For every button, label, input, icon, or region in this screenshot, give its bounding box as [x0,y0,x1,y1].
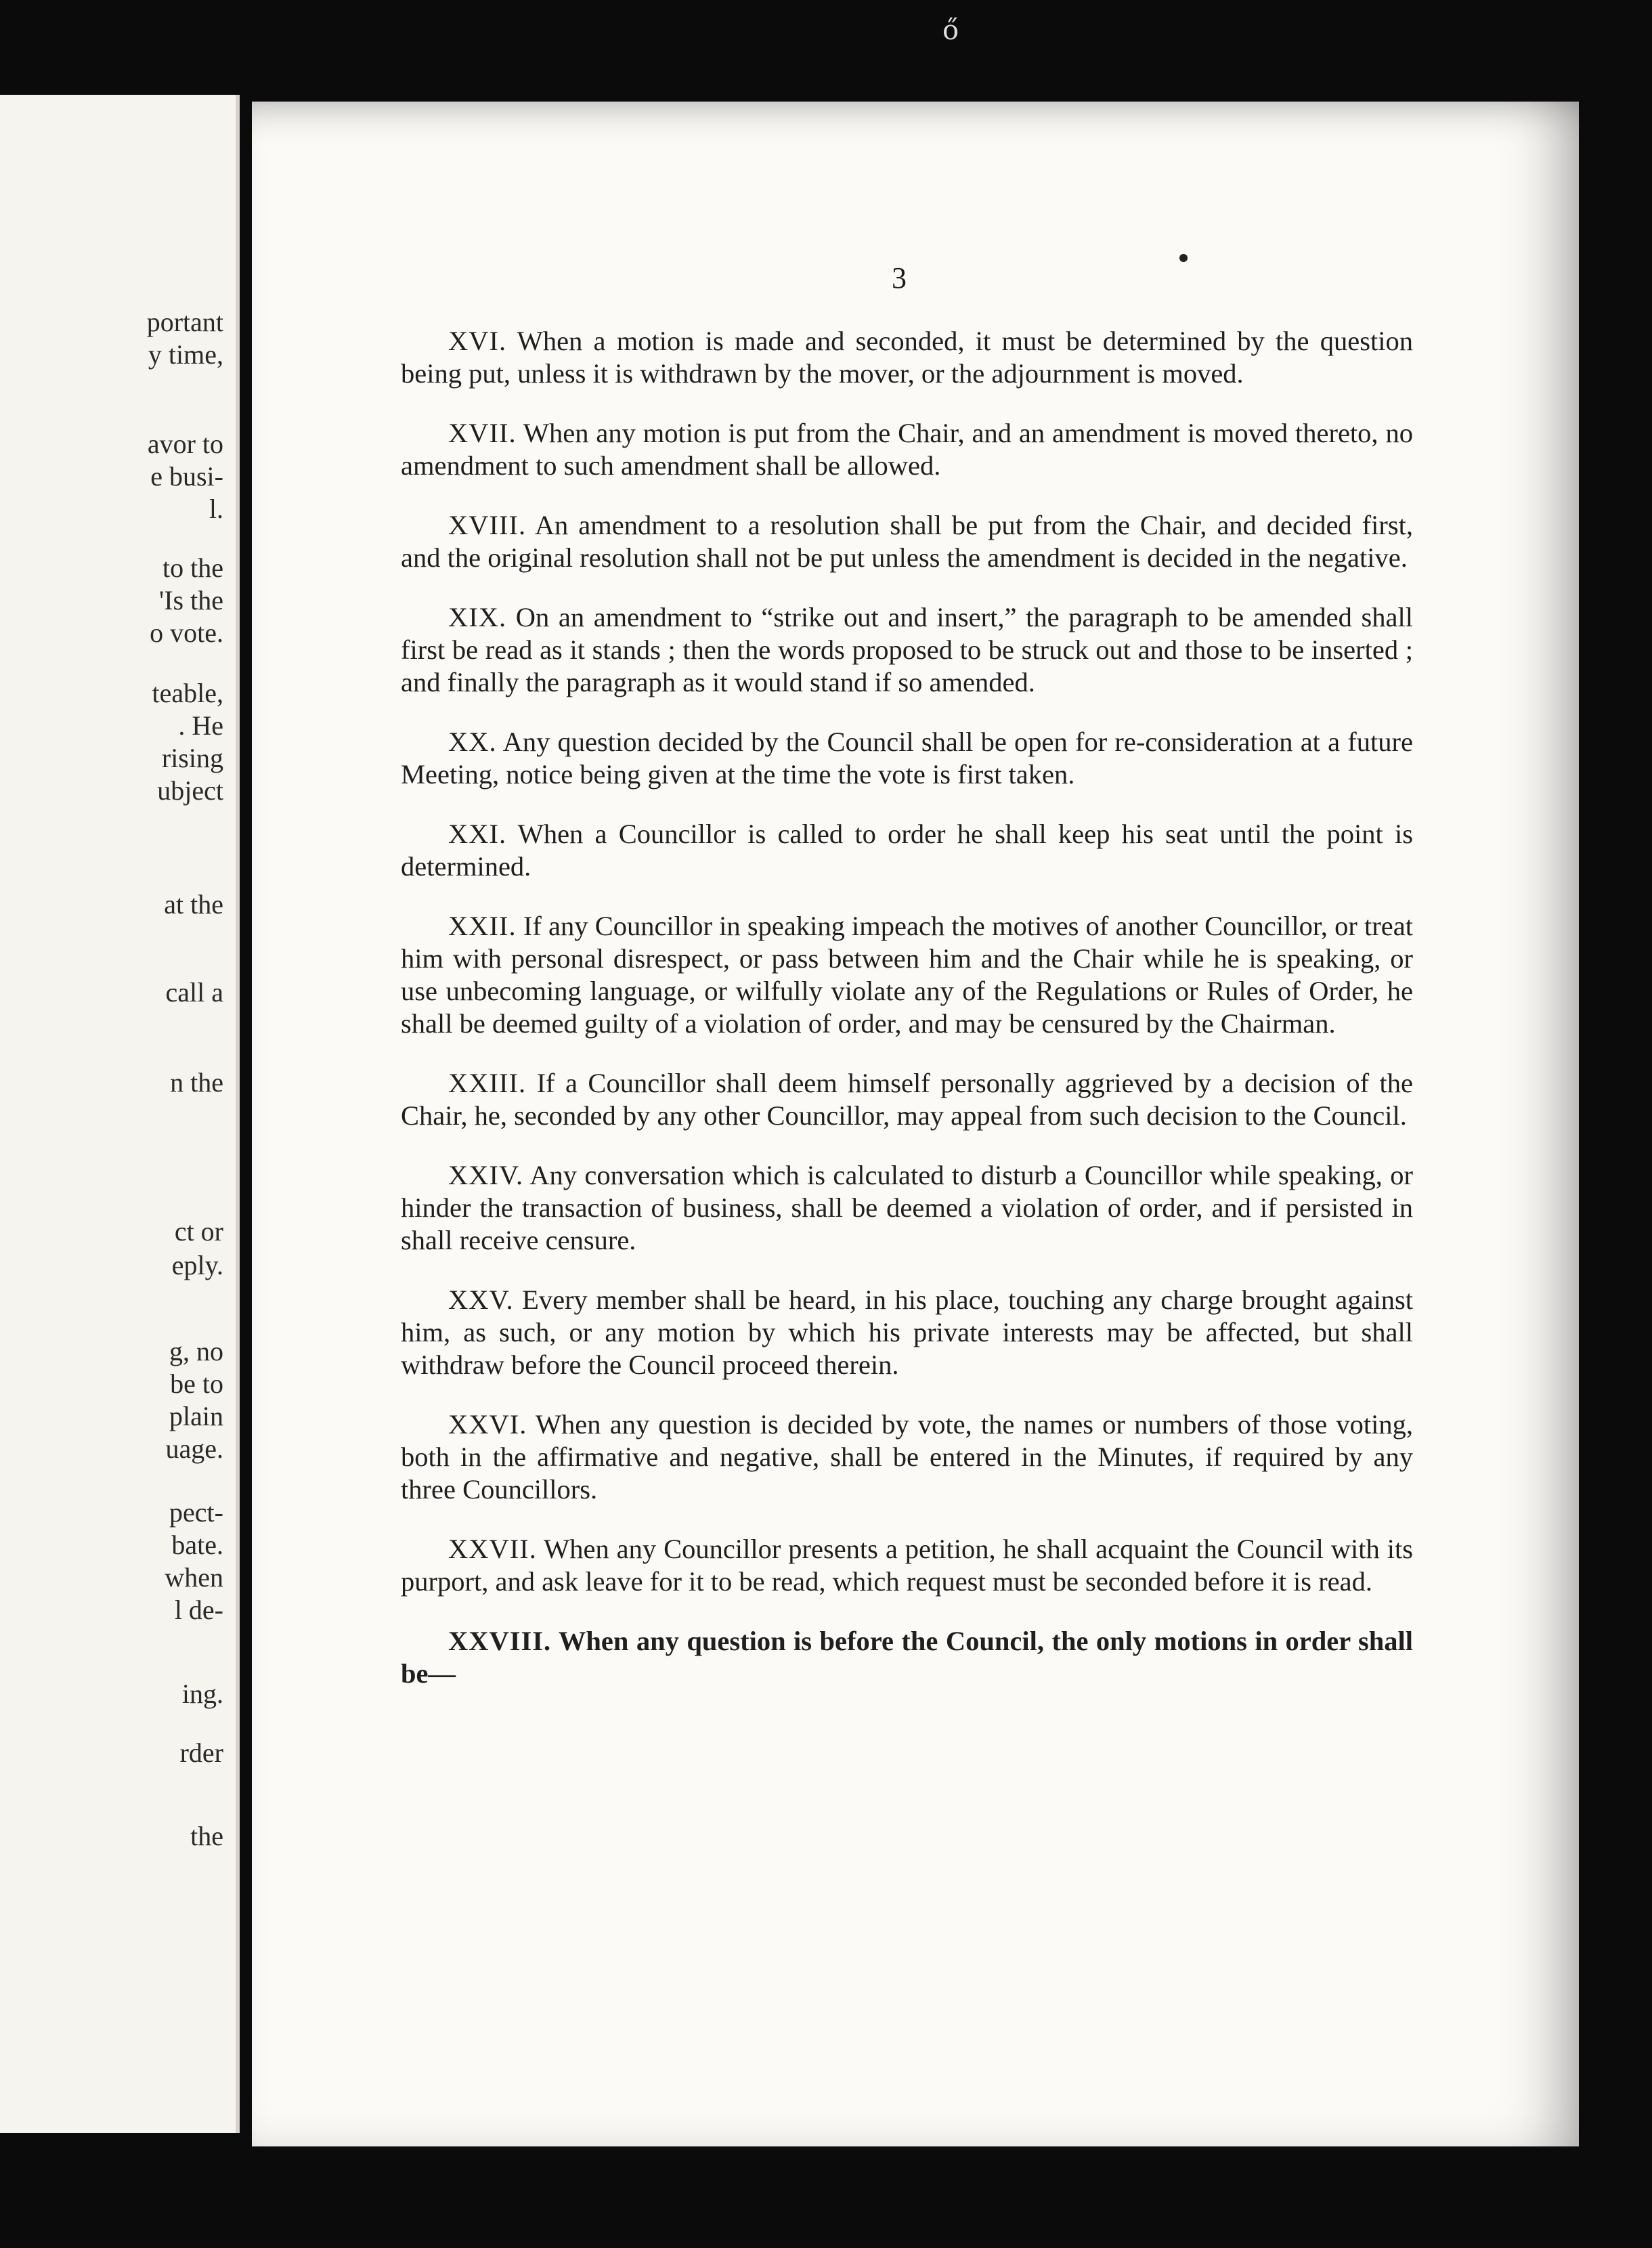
rule-number: XXV. [448,1284,514,1315]
left-fragment: e busi- [150,461,223,492]
rule-text: When a Councillor is called to order he shall keep his seat until the point is determined. [401,819,1413,882]
rule-xvii [401,417,1413,482]
rule-number: XXI. [448,819,507,849]
left-fragment: teable, [152,678,223,708]
rule-xix [401,601,1413,699]
left-fragment: o vote. [150,618,223,648]
left-fragment: ubject [157,775,223,806]
page-dot [1179,254,1188,262]
rule-number: XVIII. [448,510,527,540]
rule-text: When any question is before the Council, the only motions in order shall be— [401,1626,1413,1689]
rule-xxii [401,910,1413,1040]
left-fragment: to the [162,553,223,583]
left-fragment: ct or [174,1216,223,1247]
left-fragment: ing. [181,1679,223,1709]
left-fragment: n the [170,1067,223,1098]
left-fragment: be to [170,1368,223,1399]
left-fragment: pect- [169,1497,223,1528]
rule-xviii [401,509,1413,574]
left-fragment: . He [178,710,223,741]
rule-text: Any question decided by the Council shall be open for re-consideration at a future Meeting, notice being given at the time the vote is first taken. [401,727,1414,790]
rule-number: XXVI. [448,1409,527,1440]
rule-text: On an amendment to “strike out and insert,” the paragraph to be amended shall first be read as it stands ; then the words proposed to be struck out and those to be inserted ; and finally the paragraph as it would stand if so amended. [401,602,1414,697]
left-fragment: eply. [171,1250,223,1280]
left-fragment: when [165,1562,223,1593]
right-page [252,102,1579,2146]
rule-number: XXVIII. [448,1626,552,1656]
left-fragment: call a [165,977,223,1008]
left-page [0,95,240,2133]
rule-xxi [401,818,1413,883]
rule-xxvi [401,1408,1413,1506]
left-fragment: l. [209,494,223,524]
rule-text: When any question is decided by vote, the names or numbers of those voting, both in the affirmative and negative, shall be entered in the Minutes, if required by any three Councillors. [401,1409,1413,1505]
left-fragment: rising [161,743,223,773]
rule-text: When any motion is put from the Chair, and an amendment is moved thereto, no amendment to such amendment shall be allowed. [401,418,1413,481]
left-fragment: y time, [148,339,223,370]
left-fragment: avor to [147,429,223,459]
rule-xxiii [401,1067,1413,1132]
rule-number: XXII. [448,911,517,941]
rule-text: Every member shall be heard, in his place, touching any charge brought against him, as such, or any motion by which his private interests may be affected, but shall withdraw before the Council proceed therein. [401,1284,1414,1380]
top-mark: ő [942,15,959,46]
left-fragment: l de- [174,1595,223,1625]
rule-number: XX. [448,727,497,757]
rule-text: When a motion is made and seconded, it must be determined by the question being put, unless it is withdrawn by the mover, or the adjournment is moved. [401,326,1413,389]
left-fragment: 'Is the [159,585,223,615]
rule-text: Any conversation which is calculated to disturb a Councillor while speaking, or hinder the transaction of business, shall be deemed a violation of order, and if persisted in shall receive censure. [401,1160,1413,1255]
rule-number: XXIII. [448,1068,527,1098]
rule-text: An amendment to a resolution shall be put from the Chair, and decided first, and the original resolution shall not be put unless the amendment is decided in the negative. [401,510,1413,573]
rule-number: XIX. [448,602,507,632]
rule-xvi [401,325,1413,390]
left-fragment: the [190,1821,223,1851]
rule-xxiv [401,1159,1413,1257]
left-fragment: rder [179,1737,223,1768]
rule-text: If any Councillor in speaking impeach the motives of another Councillor, or treat him with personal disrespect, or pass between him and the Chair while he is speaking, or use unbecoming language, or wilfully violate any of the Regulations or Rules of Order, he shall be deemed guilty of a violation of order, and may be censured by the Chairman. [401,911,1413,1039]
rule-number: XVII. [448,418,517,448]
rule-number: XXIV. [448,1160,524,1190]
rule-number: XVI. [448,326,507,356]
left-fragment: at the [164,889,223,920]
left-fragment: g, no [169,1336,223,1366]
left-fragment: uage. [165,1433,223,1464]
rule-xxviii [401,1625,1413,1690]
rule-xxv [401,1284,1413,1381]
left-fragment: portant [146,307,223,337]
rule-text: If a Councillor shall deem himself personally aggrieved by a decision of the Chair, he, seconded by any other Councillor, may appeal from such decision to the Council. [401,1068,1414,1131]
rule-number: XXVII. [448,1534,537,1564]
page-number: 3 [892,261,907,295]
rules-body [401,325,1413,1717]
rule-text: When any Councillor presents a petition, he shall acquaint the Council with its purport, and ask leave for it to be read, which request must be seconded before it is read. [401,1534,1413,1597]
rule-xx [401,726,1413,791]
left-fragment: plain [169,1401,223,1431]
rule-xxvii [401,1533,1413,1598]
left-fragment: bate. [171,1530,223,1560]
